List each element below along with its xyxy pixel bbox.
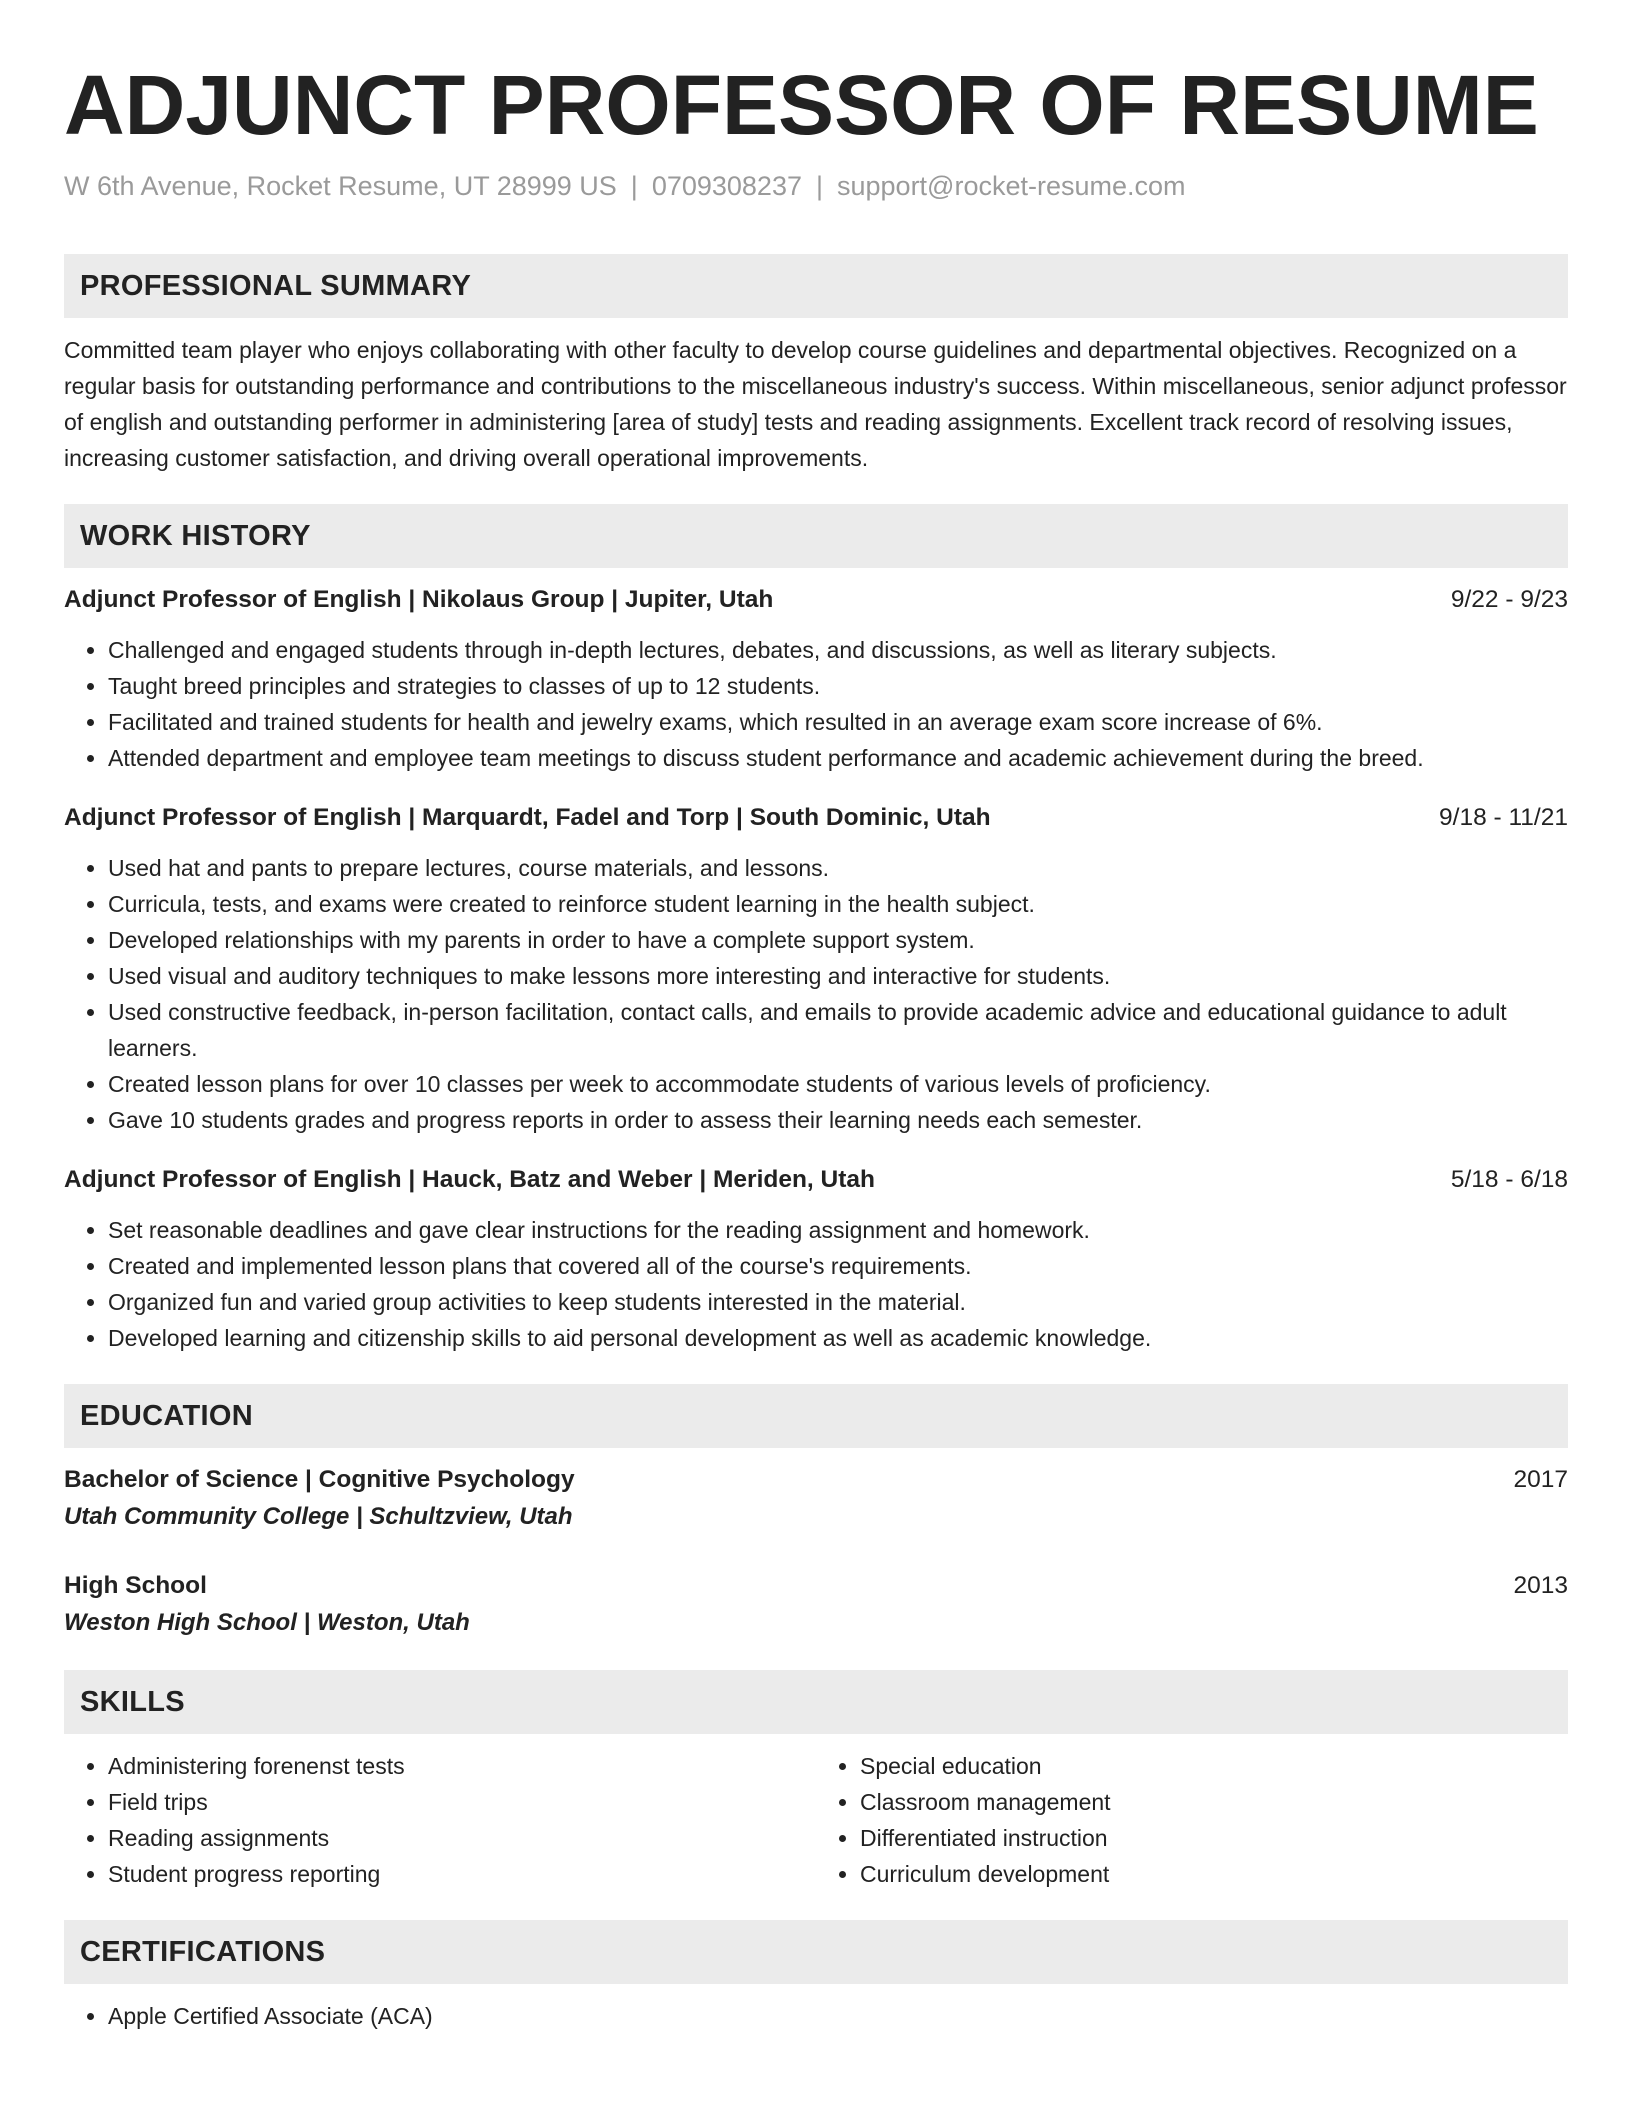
contact-separator: |: [815, 171, 823, 201]
education-degree: Bachelor of Science | Cognitive Psychology: [64, 1466, 575, 1493]
job-entry: [64, 800, 1568, 1138]
education-year: 2013: [1513, 1572, 1568, 1599]
list-item: • Created and implemented lesson plans that covered all of the course's requirements.: [108, 1248, 1568, 1284]
list-item: • Created lesson plans for over 10 classes per week to accommodate students of various levels of proficiency.: [108, 1066, 1568, 1102]
education-entry: [64, 1568, 1568, 1642]
education-school: Weston High School | Weston, Utah: [64, 1609, 470, 1636]
list-item: • Set reasonable deadlines and gave clear instructions for the reading assignment and homework.: [108, 1212, 1568, 1248]
contact-phone: 0709308237: [651, 171, 802, 201]
list-item: • Gave 10 students grades and progress reports in order to assess their learning needs each semester.: [108, 1102, 1568, 1138]
education-entry: [64, 1462, 1568, 1536]
job-title: Adjunct Professor of English | Nikolaus Group | Jupiter, Utah: [64, 586, 774, 613]
summary-text: Committed team player who enjoys collaborating with other faculty to develop course guidelines and departmental objectives. Recognized on a regular basis for outstanding performance and contributions to the miscellaneous industry's success. Within miscellaneous, senior adjunct professor of english and outstanding performer in administering [area of study] tests and reading assignments. Excellent track record of resolving issues, increasing customer satisfaction, and driving overall operational improvements.: [64, 337, 1567, 471]
list-item: • Apple Certified Associate (ACA): [108, 1998, 1568, 2034]
skills-column-right: [816, 1748, 1568, 1892]
section-heading-skills: SKILLS: [64, 1670, 1568, 1734]
education-school: Utah Community College | Schultzview, Utah: [64, 1503, 573, 1530]
list-item: • Used visual and auditory techniques to make lessons more interesting and interactive for students.: [108, 958, 1568, 994]
list-item: • Taught breed principles and strategies to classes of up to 12 students.: [108, 668, 1568, 704]
list-item: • Facilitated and trained students for health and jewelry exams, which resulted in an average exam score increase of 6%.: [108, 704, 1568, 740]
job-dates: 9/22 - 9/23: [1450, 586, 1568, 613]
section-heading-education: EDUCATION: [64, 1384, 1568, 1448]
list-item: • Classroom management: [860, 1784, 1568, 1820]
job-title: Adjunct Professor of English | Hauck, Batz and Weber | Meriden, Utah: [64, 1166, 875, 1193]
skills-column-left: [64, 1748, 816, 1892]
resume-title: ADJUNCT PROFESSOR OF RESUME: [64, 58, 1539, 152]
job-dates: 5/18 - 6/18: [1450, 1166, 1568, 1193]
certifications-list: [64, 1998, 1568, 2034]
section-heading-summary: PROFESSIONAL SUMMARY: [64, 254, 1568, 318]
list-item: • Special education: [860, 1748, 1568, 1784]
list-item: • Developed relationships with my parents in order to have a complete support system.: [108, 922, 1568, 958]
list-item: • Field trips: [108, 1784, 816, 1820]
contact-line: [64, 168, 1568, 204]
section-heading-work-history: WORK HISTORY: [64, 504, 1568, 568]
job-title: Adjunct Professor of English | Marquardt, Fadel and Torp | South Dominic, Utah: [64, 804, 991, 831]
skills-list: [64, 1748, 1568, 1892]
list-item: • Attended department and employee team meetings to discuss student performance and academic achievement during the breed.: [108, 740, 1568, 776]
list-item: • Used constructive feedback, in-person facilitation, contact calls, and emails to provide academic advice and educational guidance to adult learners.: [108, 994, 1568, 1066]
list-item: • Student progress reporting: [108, 1856, 816, 1892]
contact-separator: |: [630, 171, 638, 201]
job-bullets: [64, 850, 1568, 1138]
contact-email: support@rocket-resume.com: [837, 171, 1186, 201]
contact-address: W 6th Avenue, Rocket Resume, UT 28999 US: [64, 171, 617, 201]
list-item: • Challenged and engaged students through in-depth lectures, debates, and discussions, as well as literary subjects.: [108, 632, 1568, 668]
job-entry: [64, 1162, 1568, 1356]
list-item: • Differentiated instruction: [860, 1820, 1568, 1856]
list-item: • Curricula, tests, and exams were created to reinforce student learning in the health subject.: [108, 886, 1568, 922]
list-item: • Administering forenenst tests: [108, 1748, 816, 1784]
list-item: • Curriculum development: [860, 1856, 1568, 1892]
list-item: • Used hat and pants to prepare lectures, course materials, and lessons.: [108, 850, 1568, 886]
education-degree: High School: [64, 1572, 207, 1599]
list-item: • Reading assignments: [108, 1820, 816, 1856]
education-year: 2017: [1513, 1466, 1568, 1493]
job-bullets: [64, 1212, 1568, 1356]
job-dates: 9/18 - 11/21: [1439, 804, 1568, 831]
job-entry: [64, 582, 1568, 776]
list-item: • Developed learning and citizenship skills to aid personal development as well as academic knowledge.: [108, 1320, 1568, 1356]
list-item: • Organized fun and varied group activities to keep students interested in the material.: [108, 1284, 1568, 1320]
job-bullets: [64, 632, 1568, 776]
section-heading-certifications: CERTIFICATIONS: [64, 1920, 1568, 1984]
